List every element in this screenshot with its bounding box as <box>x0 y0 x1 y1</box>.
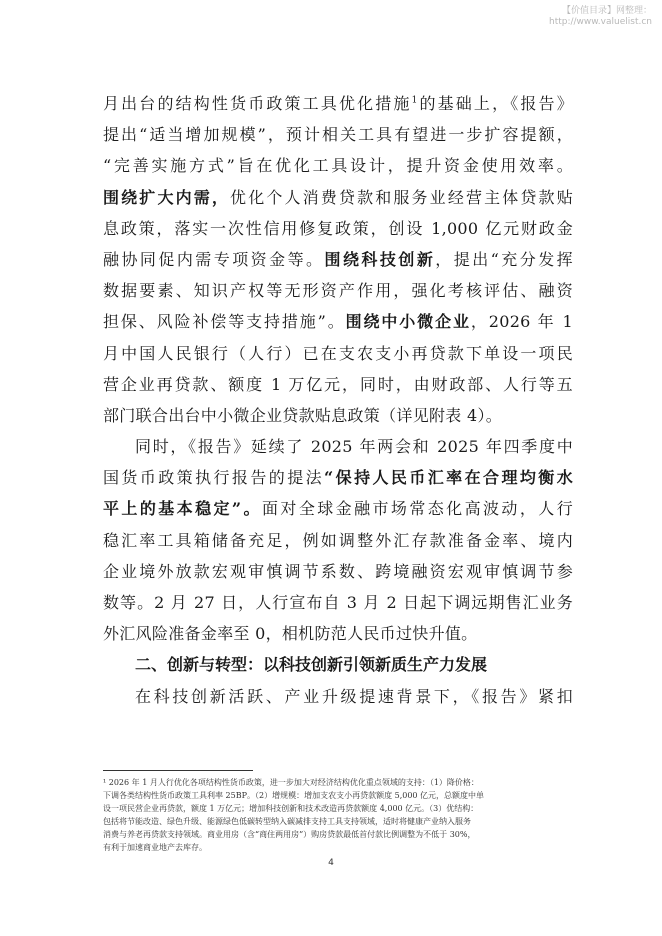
section-heading: 二、创新与转型：以科技创新引领新质生产力发展 <box>135 655 488 675</box>
text-line: 围绕扩大内需，优化个人消费贷款和服务业经营主体贷款贴 <box>103 187 574 207</box>
text-line: 数据要素、知识产权等无形资产作用，强化考核评估、融资 <box>103 281 573 301</box>
bold-phrase: “保持人民币汇率在合理均衡水 <box>324 468 574 488</box>
bold-phrase: 围绕扩大内需， <box>103 187 231 207</box>
text-line: 稳汇率工具箱储备充足，例如调整外汇存款准备金率、境内 <box>103 530 573 550</box>
text-line: 企业境外放款宏观审慎调节系数、跨境融资宏观审慎调节参 <box>103 561 573 581</box>
footnote <box>103 776 573 854</box>
text-line: 营企业再贷款、额度 1 万亿元，同时，由财政部、人行等五 <box>103 374 573 394</box>
text-line: 融协同促内需专项资金等。围绕科技创新，提出“充分发挥 <box>103 249 573 269</box>
paragraph-2 <box>103 431 573 649</box>
text-line: 月出台的结构性货币政策工具优化措施$^1$的基础上，《报告》 <box>103 94 573 113</box>
text-line: 息政策，落实一次性信用修复政策，创设 1,000 亿元财政金 <box>103 218 573 238</box>
bold-phrase: 平上的基本稳定”。 <box>103 499 262 519</box>
bold-phrase: 围绕中小微企业 <box>345 312 471 332</box>
footnote-marker[interactable]: 1 <box>411 95 418 106</box>
footnote-line: 包括将节能改造、绿色升级、能源绿色低碳转型纳入碳减排支持工具支持领域，适时将健康产业纳入服务 <box>103 817 471 826</box>
text-line: 部门联合出台中小微企业贷款贴息政策（详见附表 4）。 <box>103 405 503 425</box>
paragraph-1 <box>103 88 573 431</box>
text-line: 在科技创新活跃、产业升级提速背景下，《报告》紧扣 <box>135 686 573 706</box>
text-line: 月中国人民银行（人行）已在支农支小再贷款下单设一项民 <box>103 343 573 363</box>
text-line: 外汇风险准备金率至 0，相机防范人民币过快升值。 <box>103 624 478 644</box>
watermark-url: http://www.valuelist.cn <box>548 17 652 27</box>
paragraph-3 <box>103 681 573 712</box>
text-line: 平上的基本稳定”。面对全球金融市场常态化高波动，人行 <box>103 499 573 519</box>
text-line: 担保、风险补偿等支持措施”。围绕中小微企业，2026 年 1 <box>103 312 573 332</box>
text-line: “完善实施方式”旨在优化工具设计，提升资金使用效率。 <box>103 156 573 176</box>
page-number: 4 <box>328 858 334 868</box>
watermark-line-1: 【价值目录】网整理： <box>561 6 652 16</box>
footnote-line: 设一项民营企业再贷款，额度 1 万亿元；增加科技创新和技术改造再贷款额度 4,000 亿元。（3）优结构： <box>103 804 479 813</box>
text-line: 国货币政策执行报告的提法“保持人民币汇率在合理均衡水 <box>103 468 574 488</box>
footnote-line: 下调各类结构性货币政策工具利率 25BP。（2）增规模：增加支农支小再贷款额度 5,000 亿元，总额度中单 <box>103 791 485 800</box>
footnote-line: ¹ 2026 年 1 月人行优化各项结构性货币政策，进一步加大对经济结构优化重点领域的支持：（1）降价格： <box>103 778 479 787</box>
body-text <box>103 88 573 712</box>
footnote-line: 消费与养老再贷款支持领域。商业用房（含“商住两用房”）购房贷款最低首付款比例调整为不低于 30%， <box>103 830 476 839</box>
text-line: 同时，《报告》延续了 2025 年两会和 2025 年四季度中 <box>135 437 573 457</box>
text-line: 提出“适当增加规模”，预计相关工具有望进一步扩容提额， <box>103 125 573 145</box>
bold-phrase: 围绕科技创新 <box>324 249 436 269</box>
watermark <box>549 6 652 28</box>
footnote-divider <box>103 770 253 771</box>
text-line: 数等。2 月 27 日，人行宣布自 3 月 2 日起下调远期售汇业务 <box>103 593 573 612</box>
footnote-line: 有利于加速商业地产去库存。 <box>103 843 207 852</box>
